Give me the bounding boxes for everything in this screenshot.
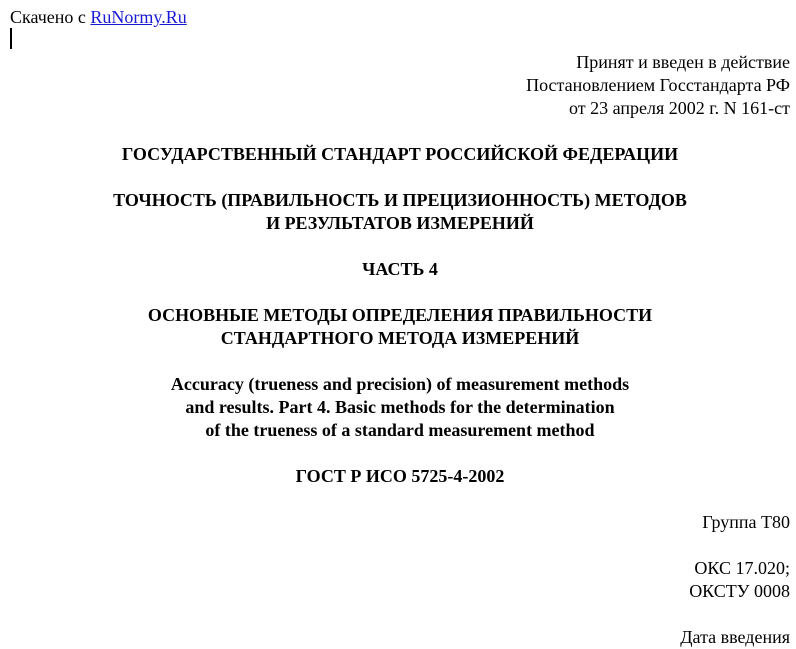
english-title-line-3: of the trueness of a standard measurement method bbox=[205, 420, 595, 440]
adoption-line-3: от 23 апреля 2002 г. N 161-ст bbox=[569, 98, 790, 118]
gost-number: ГОСТ Р ИСО 5725-4-2002 bbox=[295, 466, 505, 486]
adoption-line-2: Постановлением Госстандарта РФ bbox=[526, 75, 790, 95]
main-title-line-2: И РЕЗУЛЬТАТОВ ИЗМЕРЕНИЙ bbox=[266, 213, 534, 233]
okstu-code: ОКСТУ 0008 bbox=[689, 581, 790, 601]
main-title-line-1: ТОЧНОСТЬ (ПРАВИЛЬНОСТЬ И ПРЕЦИЗИОННОСТЬ) МЕТОДОВ bbox=[113, 190, 687, 210]
runormy-link[interactable]: RuNormy.Ru bbox=[90, 7, 187, 27]
subtitle-line-1: ОСНОВНЫЕ МЕТОДЫ ОПРЕДЕЛЕНИЯ ПРАВИЛЬНОСТИ bbox=[147, 305, 653, 325]
group-code: Группа Т80 bbox=[702, 512, 790, 532]
subtitle-line-2: СТАНДАРТНОГО МЕТОДА ИЗМЕРЕНИЙ bbox=[220, 328, 580, 348]
english-title-line-2: and results. Part 4. Basic methods for the determination bbox=[185, 397, 615, 417]
download-source-prefix: Скачено с bbox=[10, 7, 86, 27]
adoption-line-1: Принят и введен в действие bbox=[576, 52, 790, 72]
effective-date-label: Дата введения bbox=[680, 627, 790, 647]
english-title-line-1: Accuracy (trueness and precision) of measurement methods bbox=[170, 374, 630, 394]
part-number: ЧАСТЬ 4 bbox=[362, 259, 438, 279]
standard-org-title: ГОСУДАРСТВЕННЫЙ СТАНДАРТ РОССИЙСКОЙ ФЕДЕРАЦИИ bbox=[121, 144, 679, 164]
download-source-line bbox=[10, 6, 187, 29]
text-cursor bbox=[10, 28, 12, 49]
oks-code: ОКС 17.020; bbox=[694, 558, 790, 578]
